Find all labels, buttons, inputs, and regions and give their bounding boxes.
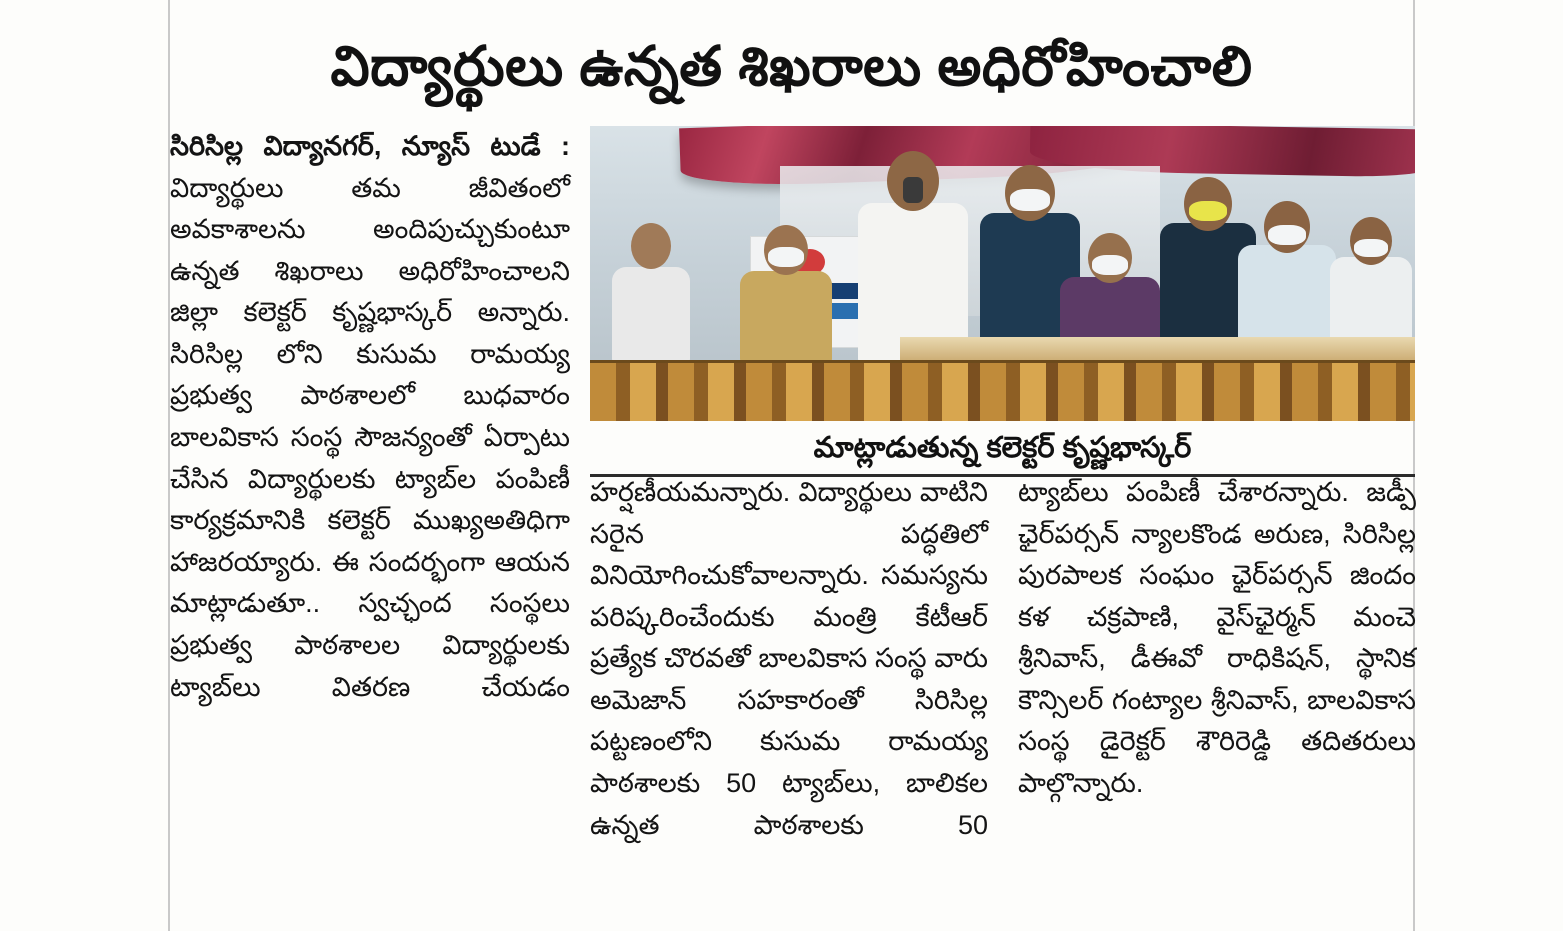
person-speaker-with-mic [858, 148, 968, 363]
person-leftmost [612, 213, 690, 363]
person-woman-seated-1 [740, 213, 832, 363]
left-column-text [170, 126, 570, 708]
face-mask [1189, 201, 1227, 221]
person-body [612, 267, 690, 363]
column-left [170, 126, 570, 708]
article-photo [590, 126, 1415, 421]
middle-paragraph-1: హర్షణీయమన్నారు. విద్యార్థులు వాటిని సరైన పద్ధతిలో వినియోగించుకోవాలన్నారు. సమస్యను పరిష్కరించేందుకు మంత్రి కేటీఆర్ ప్రత్యేక చొరవతో బాలవికాస సంస్థ వారు అమెజాన్ సహకారంతో సిరిసిల్ల పట్టణంలోని కుసుమ రామయ్య పాఠశాలకు 50 ట్యాబ్‌లు, బాలికల ఉన్నత పాఠశాలకు 50 [590, 477, 988, 840]
right-paragraph-1: ట్యాబ్‌లు పంపిణీ చేశారన్నారు. జడ్పీ ఛైర్‌పర్సన్ న్యాలకొండ అరుణ, సిరిసిల్ల పురపాలక సంఘం ఛైర్‌పర్సన్ జిందం కళ చక్రపాణి, వైస్‌ఛైర్మన్ మంచె శ్రీనివాస్, డీఈవో రాధికిషన్, స్థానిక కౌన్సిలర్ గంట్యాల శ్రీనివాస్, బాలవికాస సంస్థ డైరెక్టర్ శౌరిరెడ్డి తదితరులు పాల్గొన్నారు. [1018, 477, 1416, 799]
column-right [1018, 472, 1416, 805]
photo-block [590, 126, 1415, 477]
person-body [740, 271, 832, 363]
article-body [170, 126, 1416, 919]
face-mask [768, 247, 804, 267]
person-head [631, 223, 671, 269]
photo-caption: మాట్లాడుతున్న కలెక్టర్ కృష్ణభాస్కర్ [813, 432, 1192, 464]
microphone-icon [903, 177, 923, 203]
face-mask [1010, 189, 1050, 211]
stage-front-decor [590, 360, 1415, 421]
article-headline: విద్యార్థులు ఉన్నత శిఖరాలు అధిరోహించాలి [330, 35, 1253, 98]
dateline: సిరిసిల్ల విద్యానగర్, న్యూస్ టుడే : [170, 131, 570, 161]
face-mask [1354, 239, 1388, 257]
face-mask [1268, 225, 1306, 245]
column-middle [590, 472, 988, 846]
left-paragraph-1: విద్యార్థులు తమ జీవితంలో అవకాశాలను అందిపుచ్చుకుంటూ ఉన్నత శిఖరాలు అధిరోహించాలని జిల్లా కలెక్టర్ కృష్ణభాస్కర్ అన్నారు. సిరిసిల్ల లోని కుసుమ రామయ్య ప్రభుత్వ పాఠశాలలో బుధవారం బాలవికాస సంస్థ సౌజన్యంతో ఏర్పాటు చేసిన విద్యార్థులకు ట్యాబ్‌ల పంపిణీ కార్యక్రమానికి కలెక్టర్ ముఖ్యఅతిధిగా హాజరయ్యారు. ఈ సందర్భంగా ఆయన మాట్లాడుతూ.. స్వచ్ఛంద సంస్థలు ప్రభుత్వ పాఠశాలల విద్యార్థులకు ట్యాబ్‌లు వితరణ చేయడం [170, 172, 570, 702]
face-mask [1092, 255, 1128, 275]
